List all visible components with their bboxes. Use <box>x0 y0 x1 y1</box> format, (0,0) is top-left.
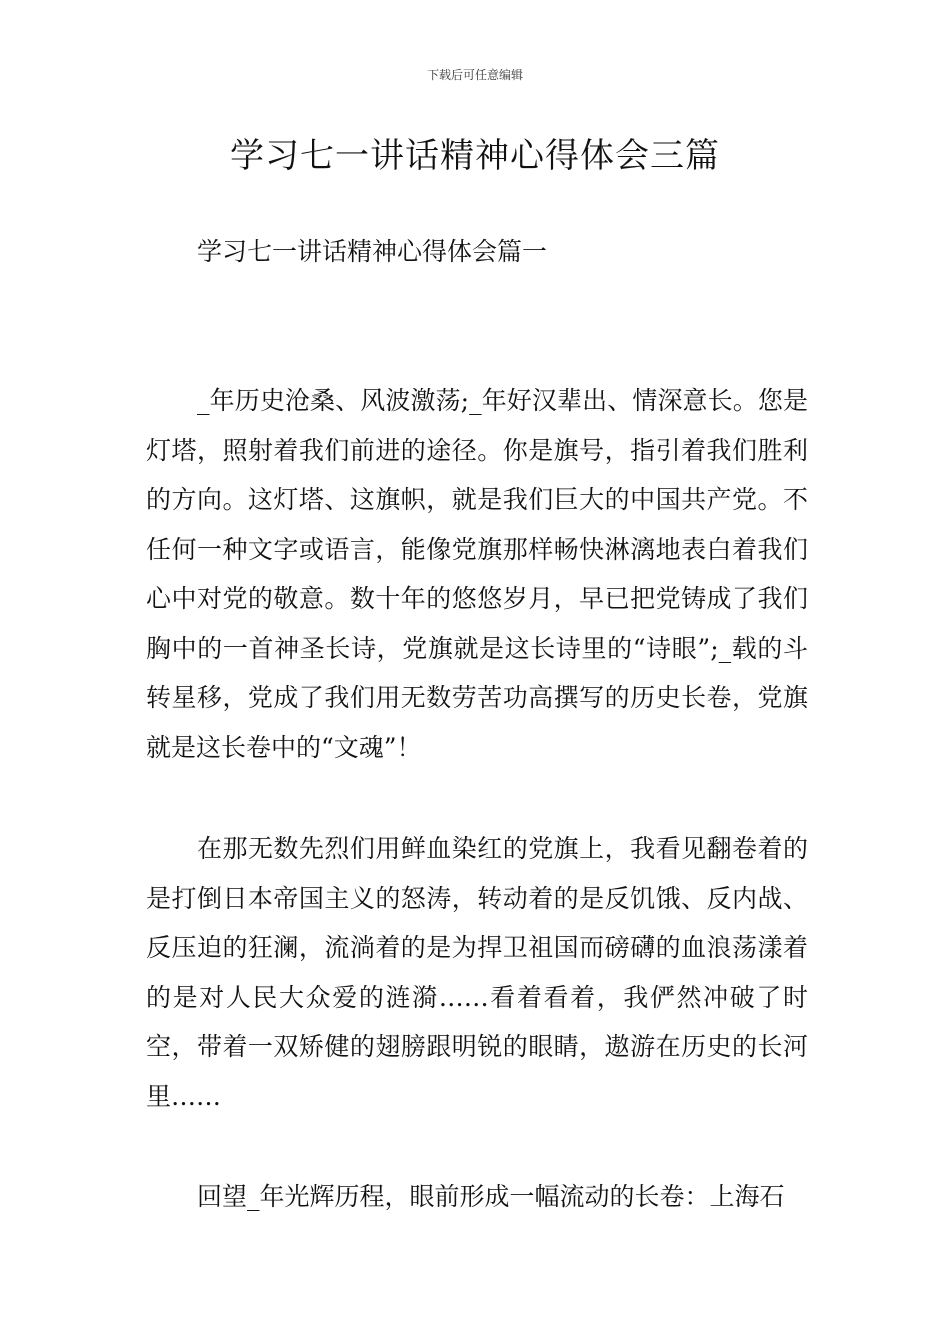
body-paragraph: 回望_年光辉历程，眼前形成一幅流动的长卷：上海石 <box>197 1182 785 1211</box>
header-note: 下载后可任意编辑 <box>426 68 523 82</box>
section-title: 学习七一讲话精神心得体会篇一 <box>197 237 548 266</box>
document-title: 学习七一讲话精神心得体会三篇 <box>230 136 720 176</box>
body-paragraph: 在那无数先烈们用鲜血染红的党旗上，我看见翻卷着的是打倒日本帝国主义的怒涛，转动着的是反饥饿、反内战、反压迫的狂澜，流淌着的是为捍卫祖国而磅礴的血浪荡漾着的是对人民大众爱的涟漪……看着看着，我俨然冲破了时空，带着一双矫健的翅膀跟明锐的眼睛，遨游在历史的长河里…… <box>146 834 808 1111</box>
body-paragraph: _年历史沧桑、风波激荡;_年好汉辈出、情深意长。您是灯塔，照射着我们前进的途径。你是旗号，指引着我们胜利的方向。这灯塔、这旗帜，就是我们巨大的中国共产党。不任何一种文字或语言，能像党旗那样畅快淋漓地表白着我们心中对党的敬意。数十年的悠悠岁月，早已把党铸成了我们胸中的一首神圣长诗，党旗就是这长诗里的“诗眼”;_载的斗转星移，党成了我们用无数劳苦功高撰写的历史长卷，党旗就是这长卷中的“文魂”！ <box>146 386 808 762</box>
